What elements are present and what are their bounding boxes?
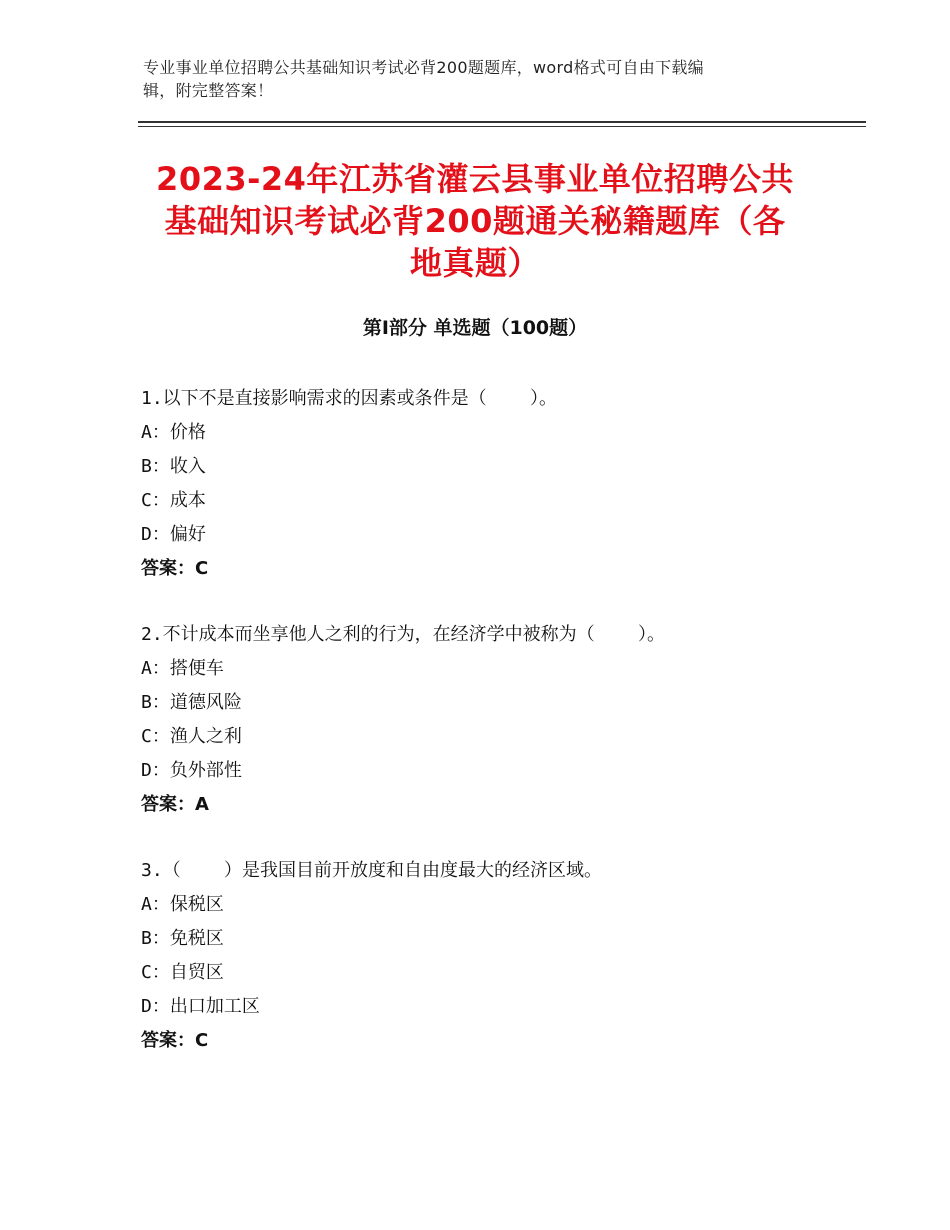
header-note-line-1: 专业事业单位招聘公共基础知识考试必背200题题库，word格式可自由下载编	[143, 58, 704, 77]
question-stem: 1.以下不是直接影响需求的因素或条件是（ ）。	[141, 388, 558, 409]
header-note-line-2: 辑，附完整答案！	[143, 81, 274, 100]
document-title	[140, 158, 810, 284]
header-note	[143, 56, 793, 102]
option-a: A：保税区	[141, 894, 224, 915]
title-line-2: 基础知识考试必背200题通关秘籍题库（各	[164, 202, 786, 240]
option-b: B：道德风险	[141, 692, 242, 713]
question-1	[141, 382, 841, 586]
option-c: C：自贸区	[141, 962, 224, 983]
header-divider-thick	[138, 121, 866, 123]
option-a: A：搭便车	[141, 658, 224, 679]
option-c: C：成本	[141, 490, 206, 511]
option-b: B：收入	[141, 456, 206, 477]
section-title: 第Ⅰ部分 单选题（100题）	[362, 317, 588, 339]
answer-key: 答案：A	[141, 794, 209, 815]
question-list	[141, 382, 841, 1090]
question-2	[141, 618, 841, 822]
question-3	[141, 854, 841, 1058]
option-c: C：渔人之利	[141, 726, 242, 747]
option-b: B：免税区	[141, 928, 224, 949]
option-a: A：价格	[141, 422, 206, 443]
title-line-1: 2023-24年江苏省灌云县事业单位招聘公共	[156, 160, 794, 198]
header-divider-thin	[138, 126, 866, 127]
question-stem: 2.不计成本而坐享他人之利的行为，在经济学中被称为（ ）。	[141, 624, 666, 645]
option-d: D：出口加工区	[141, 996, 260, 1017]
title-line-3: 地真题）	[409, 244, 540, 282]
option-d: D：负外部性	[141, 760, 242, 781]
answer-key: 答案：C	[141, 558, 209, 579]
question-stem: 3.（ ）是我国目前开放度和自由度最大的经济区域。	[141, 860, 603, 881]
option-d: D：偏好	[141, 524, 206, 545]
answer-key: 答案：C	[141, 1030, 209, 1051]
